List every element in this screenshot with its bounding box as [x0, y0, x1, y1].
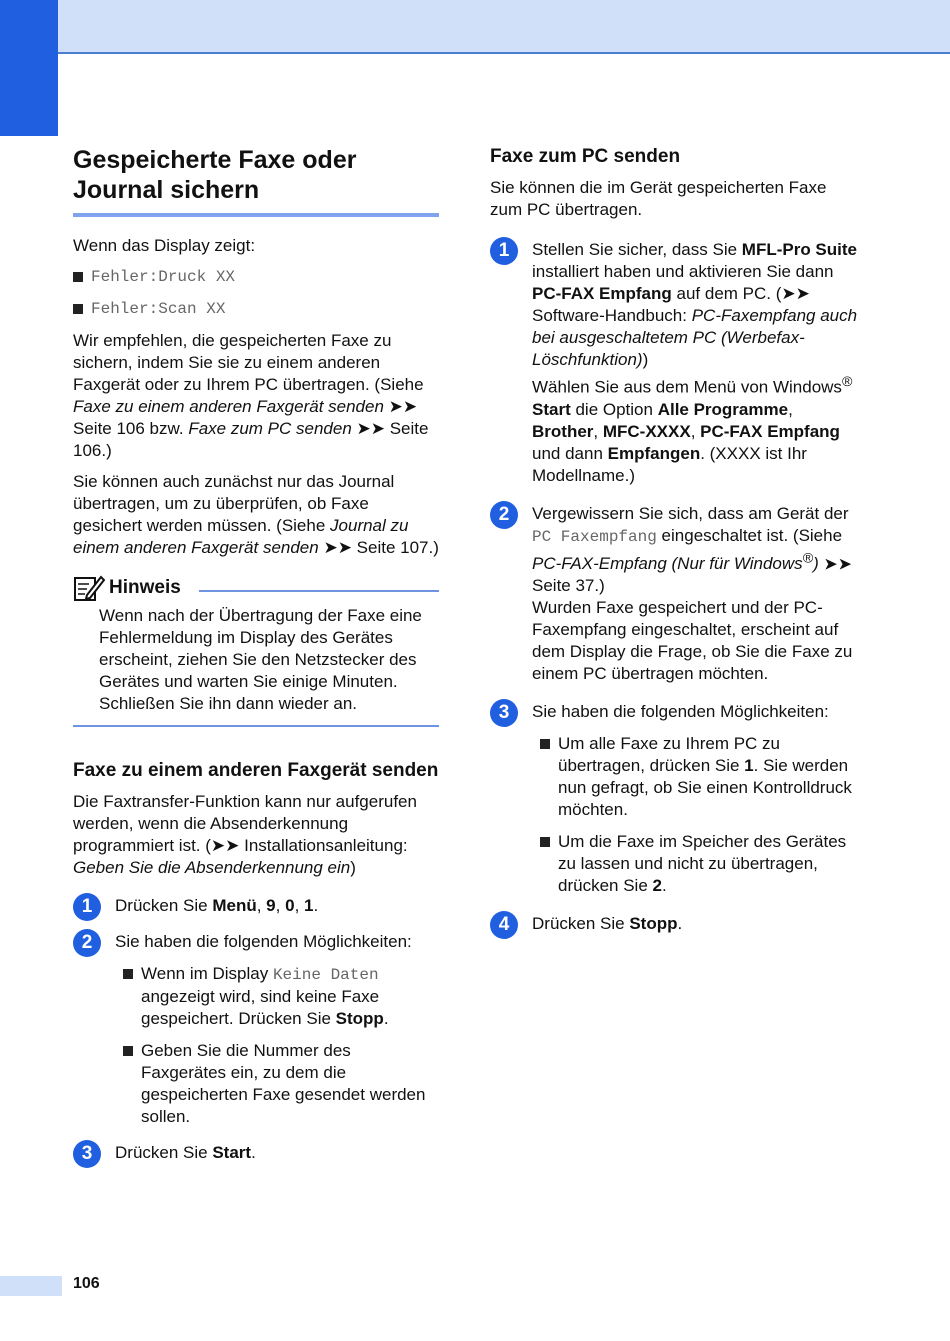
xref-link: [532, 550, 819, 574]
text: .: [383, 1009, 389, 1028]
note-text: Wenn nach der Übertragung der Faxe eine Fehlermeldung im Display des Gerätes erscheint, ziehen Sie den Netzstecker des Gerätes und warten Sie einige Minuten. Schließen Sie ihn dann wieder an.: [99, 606, 422, 713]
step-number-badge: 2: [490, 501, 518, 529]
list-item: [73, 298, 439, 320]
software-name: PC-FAX Empfang: [532, 284, 672, 303]
display-message: Keine Daten: [272, 966, 379, 984]
key-label: Start: [212, 1143, 252, 1162]
section-heading: Faxe zum PC senden: [490, 146, 681, 167]
header-band: [0, 0, 950, 54]
text: . Sie werden nun gefragt, ob Sie einen Kontrolldruck möchten.: [558, 756, 852, 820]
list-item: [540, 733, 862, 821]
menu-label: PC-FAX Empfang: [700, 421, 840, 441]
menu-label: Start: [532, 399, 571, 419]
text: auf dem PC. (➤➤ Software-Handbuch:: [532, 284, 810, 325]
menu-label: MFC-XXXX: [602, 421, 691, 441]
text: die Option: [570, 399, 658, 419]
page-title: Gespeicherte Faxe oder Journal sichern: [73, 146, 357, 204]
text: . (XXXX ist Ihr Modellname.): [532, 443, 807, 485]
option-text: [558, 733, 862, 821]
step-number-badge: 3: [73, 1140, 101, 1168]
step: [490, 913, 862, 935]
text: eingeschaltet ist. (Siehe: [656, 525, 843, 545]
text: Wenn im Display: [141, 964, 273, 983]
bullet-icon: [540, 837, 550, 847]
step: [490, 701, 862, 897]
text: Stellen Sie sicher, dass Sie: [532, 240, 742, 259]
key-label: 9: [266, 896, 276, 915]
text: ,: [593, 421, 603, 441]
option-text: Geben Sie die Nummer des Faxgerätes ein, zu dem die gespeicherten Faxe gesendet werden sollen.: [141, 1041, 426, 1126]
text: Sie können auch zunächst nur das Journal übertragen, um zu überprüfen, ob Faxe gesichert werden müssen. (Siehe: [73, 472, 395, 535]
list-item: [123, 1040, 439, 1128]
menu-label: Alle Programme: [657, 399, 789, 419]
bullet-icon: [123, 1046, 133, 1056]
display-message: Fehler:Scan XX: [91, 300, 226, 318]
right-column: [490, 145, 862, 949]
text: ): [813, 554, 819, 574]
paragraph: [73, 330, 439, 462]
note-header: [73, 573, 439, 603]
display-message: Fehler:Druck XX: [91, 268, 236, 286]
step-number-badge: 3: [490, 699, 518, 727]
text: Um die Faxe im Speicher des Gerätes zu lassen und nicht zu übertragen, drücken Sie: [558, 832, 847, 896]
note-rule: [199, 590, 439, 592]
text: Drücken Sie: [115, 896, 213, 915]
text: ➤➤ Seite 106 bzw.: [73, 397, 418, 438]
xref-link: PC-Faxempfang auch bei ausgeschaltetem PC (Werbefax-Löschfunktion): [532, 306, 858, 369]
text: Die Faxtransfer-Funktion kann nur aufgerufen werden, wenn die Absenderkennung programmiert ist. (➤➤ Installationsanleitung:: [73, 792, 417, 855]
text: ,: [275, 896, 286, 915]
section-heading: Faxe zu einem anderen Faxgerät senden: [73, 760, 439, 781]
text: .: [677, 914, 683, 934]
registered-mark: ®: [841, 374, 853, 390]
step-number-badge: 2: [73, 929, 101, 957]
note-pencil-icon: [73, 573, 105, 603]
step-number-badge: 4: [490, 911, 518, 939]
text: ➤➤ Seite 107.): [318, 538, 439, 557]
title-rule: [73, 213, 439, 217]
key-label: Menü: [212, 896, 257, 915]
text: Drücken Sie: [115, 1143, 213, 1162]
xref-link: Faxe zu einem anderen Faxgerät senden: [73, 397, 384, 416]
key-label: 1: [304, 896, 314, 915]
step: [73, 895, 439, 917]
bullet-icon: [73, 272, 83, 282]
text: Um alle Faxe zu Ihrem PC zu übertragen, drücken Sie: [558, 734, 781, 776]
text: installiert haben und aktivieren Sie dann: [532, 262, 834, 281]
text: und dann: [532, 443, 608, 463]
text: ,: [690, 421, 701, 441]
menu-label: Empfangen: [607, 443, 701, 463]
paragraph: [73, 791, 439, 879]
step: [490, 239, 862, 487]
paragraph: [73, 471, 439, 559]
step: [73, 1142, 439, 1164]
page-number: 106: [73, 1275, 100, 1292]
footer-band: [0, 1276, 62, 1296]
key-label: Stopp: [629, 914, 678, 934]
registered-mark: ®: [802, 550, 814, 567]
step-number-badge: 1: [73, 893, 101, 921]
text: Vergewissern Sie sich, dass am Gerät der: [532, 503, 849, 523]
option-text: [558, 831, 862, 897]
step: [490, 503, 862, 686]
step-text: Wurden Faxe gespeichert und der PC-Faxempfang eingeschaltet, erscheint auf dem Display die Frage, ob Sie die Faxe zu einem PC übertragen möchten.: [532, 598, 853, 684]
list-item: [73, 266, 439, 288]
text: ): [642, 350, 649, 369]
intro-text: Wenn das Display zeigt:: [73, 236, 256, 255]
text: Wir empfehlen, die gespeicherten Faxe zu sichern, indem Sie sie zu einem anderen Faxgerät oder zu Ihrem PC übertragen. (Siehe: [73, 331, 424, 394]
step-number-badge: 1: [490, 237, 518, 265]
xref-link: Faxe zum PC senden: [188, 419, 352, 438]
text: Drücken Sie: [532, 914, 630, 934]
text: ,: [788, 399, 793, 419]
note-title: Hinweis: [109, 577, 181, 598]
text: Wählen Sie aus dem Menü von Windows: [532, 377, 842, 397]
display-message: PC Faxempfang: [532, 527, 657, 546]
key-label: Stopp: [335, 1009, 384, 1028]
step-text: [532, 239, 862, 371]
text: angezeigt wird, sind keine Faxe gespeichert. Drücken Sie: [141, 987, 380, 1028]
text: ➤➤ Seite 37.): [532, 554, 852, 596]
text: ,: [256, 896, 267, 915]
key-label: 0: [285, 896, 295, 915]
step-text: [532, 371, 862, 487]
text: .: [661, 876, 667, 896]
key-label: 2: [652, 876, 662, 896]
chapter-tab: [0, 0, 58, 136]
text: PC-FAX-Empfang (Nur für Windows: [532, 554, 803, 574]
bullet-icon: [540, 739, 550, 749]
xref-link: Journal zu einem anderen Faxgerät senden: [73, 516, 409, 557]
software-name: MFL-Pro Suite: [741, 240, 857, 259]
step-text: Sie haben die folgenden Möglichkeiten:: [115, 932, 412, 951]
key-label: 1: [744, 756, 754, 776]
menu-label: Brother: [532, 421, 594, 441]
xref-link: Geben Sie die Absenderkennung ein: [73, 858, 351, 877]
bullet-icon: [123, 969, 133, 979]
text: ): [350, 858, 356, 877]
option-text: [141, 963, 439, 1030]
bullet-icon: [73, 304, 83, 314]
intro-text: Sie können die im Gerät gespeicherten Faxe zum PC übertragen.: [490, 178, 827, 219]
list-item: [540, 831, 862, 897]
text: .: [251, 1143, 256, 1162]
step-text: [532, 503, 862, 598]
text: ➤➤ Seite 106.): [73, 419, 429, 460]
left-column: [73, 145, 439, 1178]
step: [73, 931, 439, 1128]
text: ,: [294, 896, 305, 915]
list-item: [123, 963, 439, 1030]
step-text: Sie haben die folgenden Möglichkeiten:: [532, 702, 829, 722]
text: .: [313, 896, 319, 915]
note-rule: [73, 725, 439, 727]
